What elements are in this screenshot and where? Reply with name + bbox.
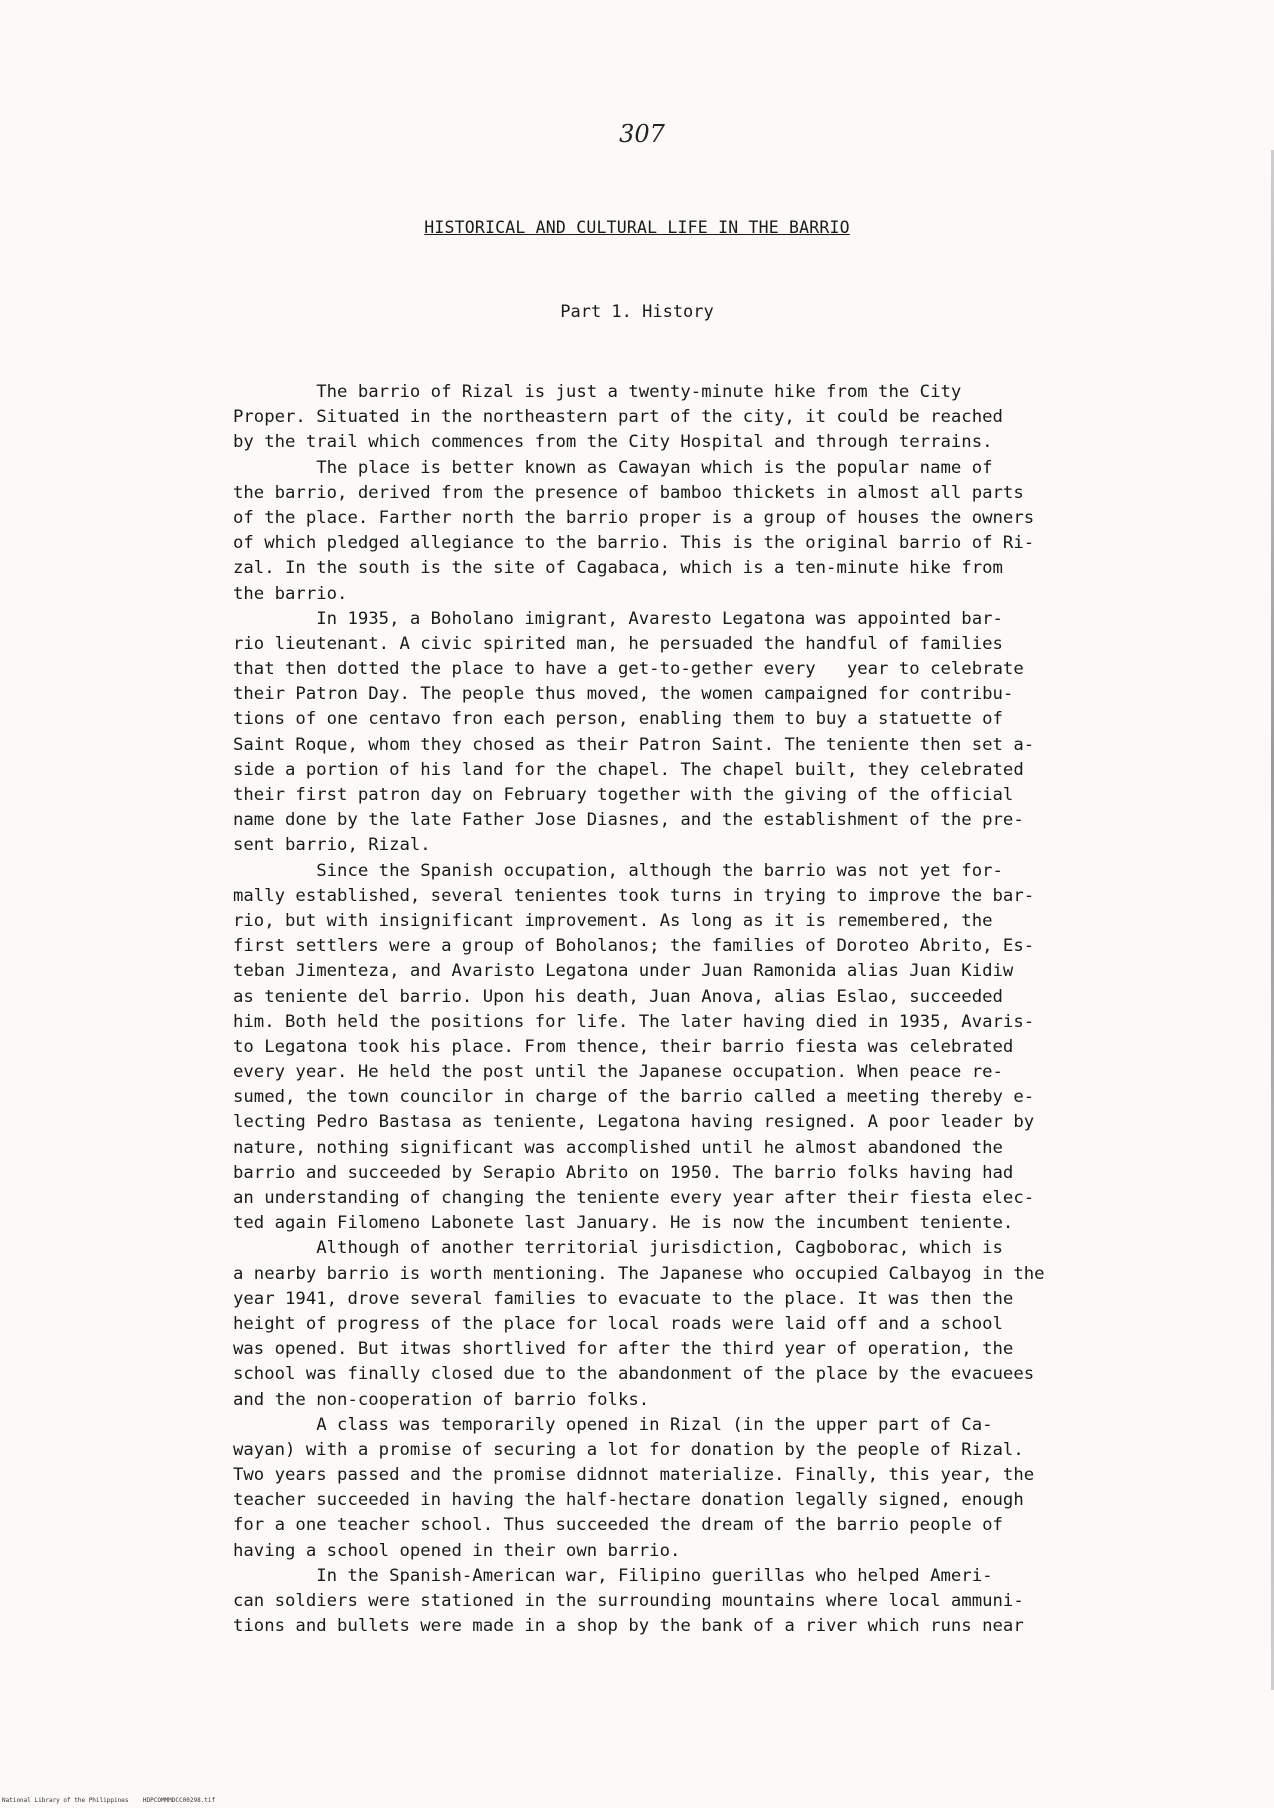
text-line: ted again Filomeno Labonete last January. He is now the incumbent teniente.	[233, 1213, 1014, 1234]
text-line: The barrio of Rizal is just a twenty-minute hike from the City	[233, 382, 962, 402]
text-line: teacher succeeded in having the half-hectare donation legally signed, enough	[233, 1490, 1024, 1511]
scan-footer: National Library of the Philippines HDPCOMMMDCC00298.tif	[2, 1797, 216, 1804]
text-line: as teniente del barrio. Upon his death, Juan Anova, alias Eslao, succeeded	[233, 986, 1003, 1007]
text-line: their first patron day on February together with the giving of the official	[233, 785, 1014, 805]
text-line: year 1941, drove several families to evacuate to the place. It was then the	[233, 1288, 1014, 1309]
text-line: sent barrio, Rizal.	[233, 835, 431, 856]
text-line: by the trail which commences from the City Hospital and through terrains.	[233, 432, 993, 453]
text-line: Proper. Situated in the northeastern part of the city, it could be reached	[233, 407, 1003, 428]
text-line: the barrio.	[233, 583, 348, 604]
document-title: HISTORICAL AND CULTURAL LIFE IN THE BARRIO	[424, 218, 850, 237]
text-line: nature, nothing significant was accomplished until he almost abandoned the	[233, 1137, 1003, 1158]
text-line: sumed, the town councilor in charge of the barrio called a meeting thereby e-	[233, 1087, 1035, 1108]
text-line: their Patron Day. The people thus moved, the women campaigned for contribu-	[233, 684, 1014, 705]
text-line: zal. In the south is the site of Cagabaca, which is a ten-minute hike from	[233, 558, 1003, 579]
text-line: first settlers were a group of Boholanos; the families of Doroteo Abrito, Es-	[233, 936, 1035, 957]
page-number: 307	[619, 120, 665, 148]
text-line: teban Jimenteza, and Avaristo Legatona under Juan Ramonida alias Juan Kidiw	[233, 961, 1014, 982]
text-line: tions and bullets were made in a shop by the bank of a river which runs near	[233, 1616, 1024, 1637]
text-line: Two years passed and the promise didnnot materialize. Finally, this year, the	[233, 1465, 1035, 1486]
text-line: In the Spanish-American war, Filipino guerillas who helped Ameri-	[233, 1565, 993, 1586]
text-line: rio lieutenant. A civic spirited man, he persuaded the handful of families	[233, 633, 1003, 654]
text-line: having a school opened in their own barrio.	[233, 1540, 681, 1561]
text-line: the barrio, derived from the presence of bamboo thickets in almost all parts	[233, 482, 1024, 503]
text-line: The place is better known as Cawayan which is the popular name of	[233, 457, 993, 478]
text-line: a nearby barrio is worth mentioning. The Japanese who occupied Calbayog in the	[233, 1263, 1045, 1284]
text-line: wayan) with a promise of securing a lot for donation by the people of Rizal.	[233, 1439, 1024, 1460]
text-line: lecting Pedro Bastasa as teniente, Legatona having resigned. A poor leader by	[233, 1112, 1035, 1133]
text-line: Since the Spanish occupation, although the barrio was not yet for-	[233, 860, 1003, 881]
part-heading: Part 1. History	[560, 302, 714, 322]
text-line: height of progress of the place for local roads were laid off and a school	[233, 1313, 1003, 1334]
text-line: was opened. But itwas shortlived for after the third year of operation, the	[233, 1339, 1014, 1360]
text-line: side a portion of his land for the chapel. The chapel built, they celebrated	[233, 759, 1024, 780]
body-text	[233, 380, 1243, 1639]
text-line: tions of one centavo fron each person, enabling them to buy a statuette of	[233, 709, 1003, 730]
text-line: of the place. Farther north the barrio proper is a group of houses the owners	[233, 507, 1035, 528]
text-line: In 1935, a Boholano imigrant, Avaresto Legatona was appointed bar-	[233, 608, 1003, 629]
text-line: of which pledged allegiance to the barrio. This is the original barrio of Ri-	[233, 533, 1035, 554]
text-line: that then dotted the place to have a get-to-gether every year to celebrate	[233, 659, 1024, 680]
text-line: mally established, several tenientes took turns in trying to improve the bar-	[233, 885, 1035, 906]
text-line: an understanding of changing the teniente every year after their fiesta elec-	[233, 1188, 1035, 1208]
text-line: Saint Roque, whom they chosed as their Patron Saint. The teniente then set a-	[233, 734, 1035, 755]
text-line: school was finally closed due to the abandonment of the place by the evacuees	[233, 1364, 1035, 1385]
text-line: name done by the late Father Jose Diasnes, and the establishment of the pre-	[233, 810, 1024, 831]
text-line: barrio and succeeded by Serapio Abrito on 1950. The barrio folks having had	[233, 1162, 1014, 1183]
text-line: and the non-cooperation of barrio folks.	[233, 1389, 650, 1410]
text-line: Although of another territorial jurisdiction, Cagboborac, which is	[233, 1238, 1003, 1259]
text-line: A class was temporarily opened in Rizal (in the upper part of Ca-	[233, 1414, 993, 1435]
text-line: to Legatona took his place. From thence, their barrio fiesta was celebrated	[233, 1036, 1014, 1057]
text-line: can soldiers were stationed in the surrounding mountains where local ammuni-	[233, 1591, 1024, 1611]
text-line: for a one teacher school. Thus succeeded the dream of the barrio people of	[233, 1515, 1003, 1536]
text-line: him. Both held the positions for life. The later having died in 1935, Avaris-	[233, 1011, 1035, 1032]
text-line: every year. He held the post until the Japanese occupation. When peace re-	[233, 1062, 1003, 1083]
text-line: rio, but with insignificant improvement. As long as it is remembered, the	[233, 910, 993, 931]
